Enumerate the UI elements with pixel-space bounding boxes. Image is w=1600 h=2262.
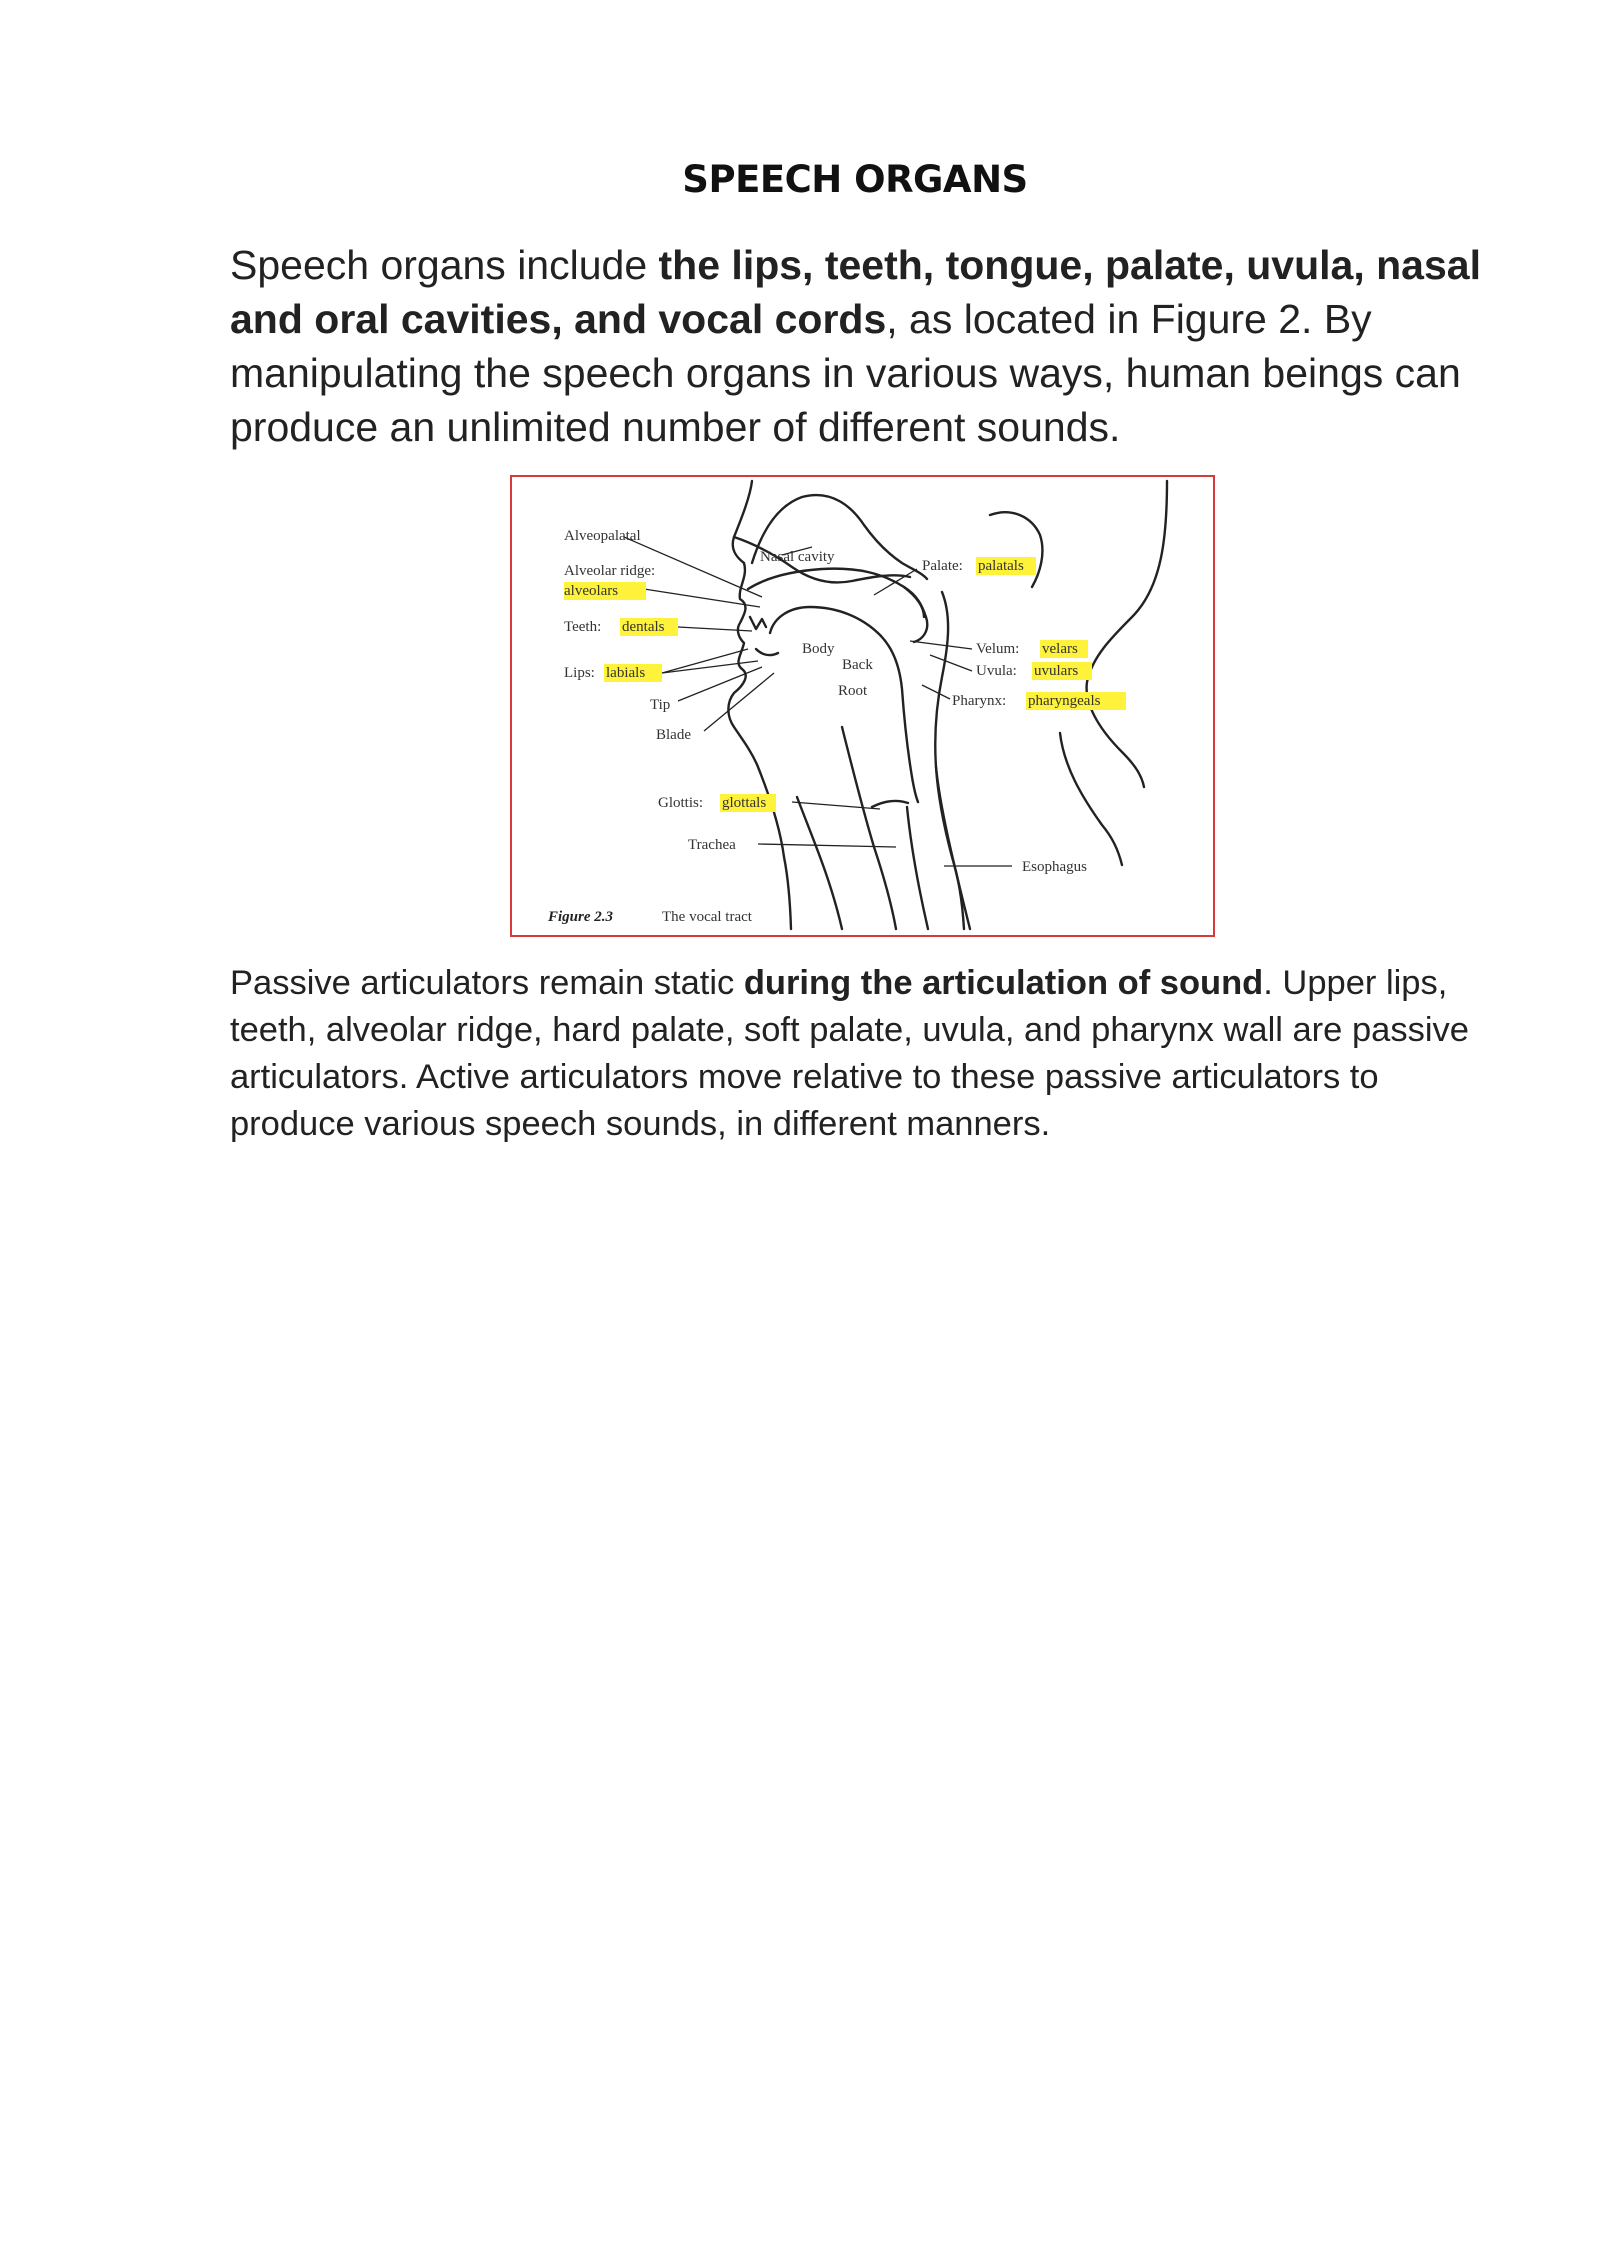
intro-text-bold: the lips, teeth, tongue, palate, uvula, nasal and oral cavities, and vocal cords (230, 242, 1481, 342)
label-velars: velars (1042, 641, 1078, 657)
label-glottis: Glottis: (658, 795, 704, 811)
articulators-text-start: Passive articulators remain static (230, 964, 744, 1002)
label-teeth: Teeth: (564, 619, 602, 635)
label-back: Back (842, 657, 873, 673)
vocal-tract-figure (510, 475, 1215, 937)
label-alveopalatal: Alveopalatal (564, 528, 641, 544)
articulators-paragraph (230, 960, 1510, 1148)
articulators-text-end: . Upper lips, teeth, alveolar ridge, hard palate, soft palate, uvula, and pharynx wall are passive articulators. Active articulators move relative to these passive articulators to produce various speech sounds, in different manners. (230, 964, 1469, 1143)
label-uvula: Uvula: (976, 663, 1017, 679)
label-labials: labials (606, 665, 646, 681)
label-glottals: glottals (722, 795, 767, 811)
articulators-text-bold: during the articulation of sound (743, 964, 1264, 1002)
label-blade: Blade (656, 727, 691, 743)
intro-text-start: Speech organs include (230, 242, 659, 288)
figure-caption-text: The vocal tract (662, 909, 752, 925)
label-lips: Lips: (564, 665, 595, 681)
label-trachea: Trachea (688, 837, 736, 853)
label-dentals: dentals (622, 619, 665, 635)
vocal-tract-diagram (512, 477, 1213, 935)
figure-labels (564, 528, 1101, 875)
label-velum: Velum: (976, 641, 1020, 657)
label-alveolars: alveolars (564, 583, 619, 599)
label-body: Body (802, 641, 835, 657)
label-palate: Palate: (922, 558, 963, 574)
figure-caption-number: Figure 2.3 (548, 909, 614, 925)
label-nasal-cavity: Nasal cavity (760, 549, 835, 565)
label-palatals: palatals (978, 558, 1024, 574)
label-root: Root (838, 683, 868, 699)
label-esophagus: Esophagus (1022, 859, 1087, 875)
intro-paragraph (230, 238, 1490, 454)
label-uvulars: uvulars (1034, 663, 1079, 679)
label-alveolar-ridge: Alveolar ridge: (564, 563, 656, 579)
intro-text-end: , as located in Figure 2. By manipulating the speech organs in various ways, human beings can produce an unlimited number of different sounds. (230, 296, 1461, 450)
label-pharynx: Pharynx: (952, 693, 1007, 709)
page-title: SPEECH ORGANS (682, 158, 1028, 201)
label-tip: Tip (650, 697, 671, 713)
label-pharyngeals: pharyngeals (1028, 693, 1101, 709)
